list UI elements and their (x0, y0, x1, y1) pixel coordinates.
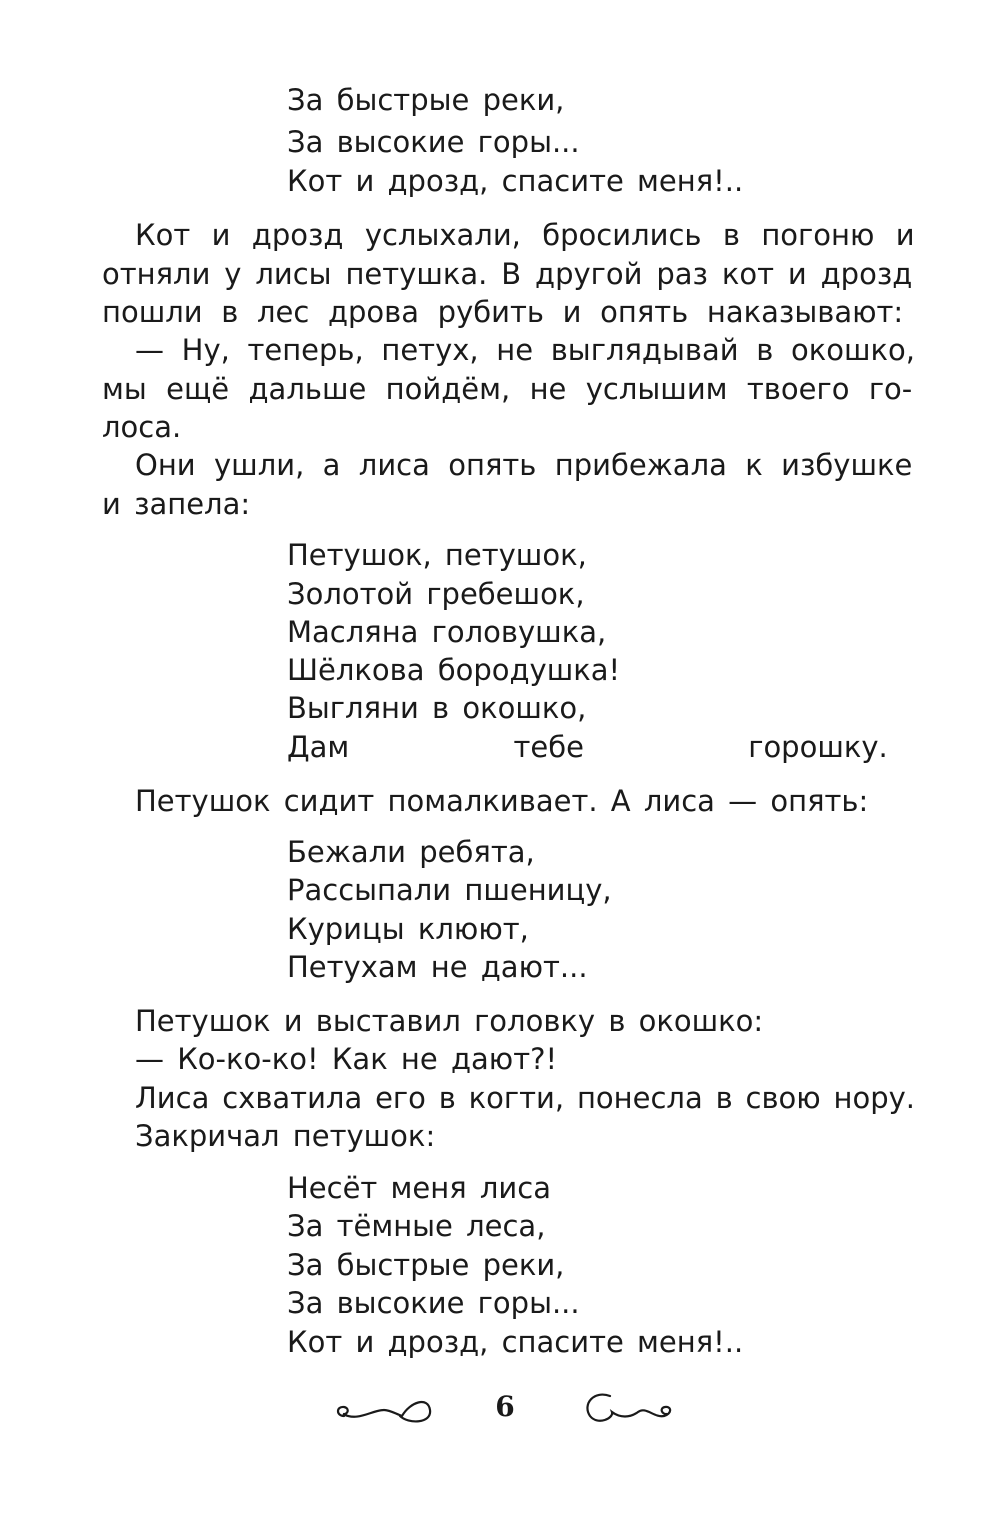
text-line: Петушок, петушок, (287, 538, 587, 572)
text-line: За быстрые реки, (287, 83, 565, 117)
text-line: Курицы клюют, (287, 912, 529, 946)
text-line: Золотой гребешок, (287, 577, 585, 611)
text-line: Петушок сидит помалкивает. А лиса — опять: (135, 784, 869, 818)
text-line: Они ушли, а лиса опять прибежала к избушке (135, 448, 913, 482)
right-flourish-icon (570, 1382, 680, 1432)
text-line: Кот и дрозд, спасите меня!.. (287, 1325, 744, 1359)
text-line: мы ещё дальше пойдём, не услышим твоего го- (102, 372, 913, 406)
text-line: отняли у лисы петушка. В другой раз кот и дрозд (102, 257, 913, 291)
page-number: 6 (495, 1390, 515, 1423)
text-line: — Ну, теперь, петух, не выглядывай в окошко, (135, 333, 915, 367)
text-line: Рассыпали пшеницу, (287, 873, 612, 907)
text-line: За тёмные леса, (287, 1209, 546, 1243)
text-line: лоса. (102, 410, 182, 444)
text-line: За высокие горы... (287, 1286, 580, 1320)
text-line: Закричал петушок: (135, 1119, 436, 1153)
text-line: пошли в лес дрова рубить и опять наказывают: (102, 295, 904, 329)
text-line: За быстрые реки, (287, 1248, 565, 1282)
text-line: Петушок и выставил головку в окошко: (135, 1004, 764, 1038)
text-line: За высокие горы... (287, 125, 580, 159)
text-line: Несёт меня лиса (287, 1171, 551, 1205)
text-line: — Ко-ко-ко! Как не дают?! (135, 1042, 558, 1076)
text-line: Кот и дрозд услыхали, бросились в погоню и (135, 218, 915, 252)
text-line: Масляна головушка, (287, 615, 607, 649)
text-line: Кот и дрозд, спасите меня!.. (287, 164, 744, 198)
text-line: Дам тебе горошку. (287, 730, 888, 764)
text-line: Шёлкова бородушка! (287, 653, 621, 687)
text-line: Бежали ребята, (287, 835, 535, 869)
text-line: Лиса схватила его в когти, понесла в свою нору. (135, 1081, 916, 1115)
text-line: Выгляни в окошко, (287, 691, 587, 725)
text-line: Петухам не дают... (287, 950, 588, 984)
page-footer (330, 1382, 680, 1432)
text-line: и запела: (102, 487, 251, 521)
